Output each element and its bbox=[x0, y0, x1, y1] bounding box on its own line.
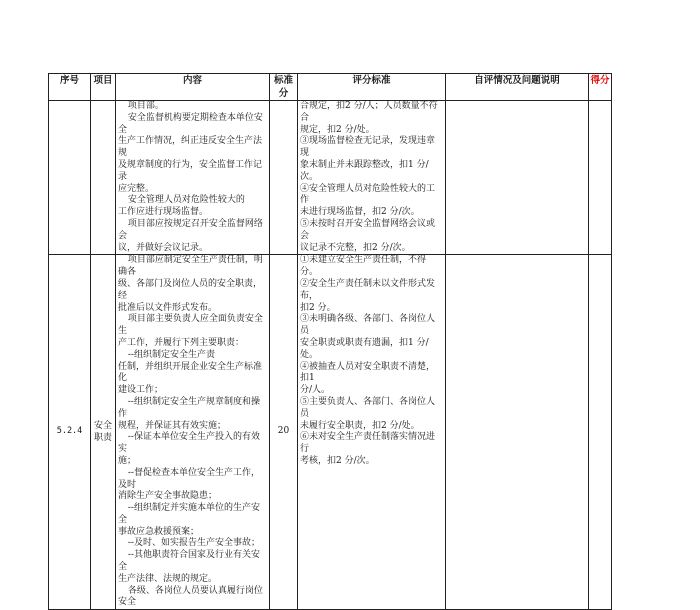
content-line: 批准后以文件形式发布。 bbox=[118, 302, 218, 313]
row1-score-cell bbox=[589, 101, 612, 255]
row1-project-cell bbox=[91, 101, 116, 255]
header-standard-score: 标准分 bbox=[270, 74, 298, 101]
content-line: 建设工作； bbox=[118, 385, 164, 396]
row2-score-cell bbox=[589, 255, 612, 610]
criteria-line: ②安全生产责任制未以文件形式发布， bbox=[300, 278, 436, 301]
header-self-eval: 自评情况及问题说明 bbox=[446, 74, 589, 101]
row2-project-cell bbox=[91, 255, 116, 610]
content-line: 项目部主要负责人应全面负责安全生 bbox=[118, 314, 263, 337]
row1-standard-score-cell bbox=[270, 101, 298, 255]
header-content: 内容 bbox=[116, 74, 270, 101]
row1-self-eval-cell bbox=[446, 101, 589, 255]
project-line: 职责 bbox=[93, 433, 112, 444]
criteria-line: ⑥未对安全生产责任制落实情况进行 bbox=[300, 432, 436, 455]
criteria-line: 合规定，扣2 分/人；人员数量不符合 bbox=[300, 101, 438, 123]
header-row bbox=[49, 74, 612, 101]
criteria-line: ⑤主要负责人、各部门、各岗位人员 bbox=[300, 396, 436, 419]
content-line: 产工作，并履行下列主要职责： bbox=[118, 337, 245, 348]
criteria-line: 考核，扣2 分/次。 bbox=[300, 455, 375, 466]
content-line: 项目部应按规定召开安全监督网络会 bbox=[118, 218, 263, 241]
content-line: --及时、如实报告生产安全事故； bbox=[127, 538, 260, 549]
content-line: 各级、各岗位人员要认真履行岗位安全 bbox=[118, 585, 263, 608]
header-project: 项目 bbox=[91, 74, 116, 101]
content-line: 及规章制度的行为，安全监督工作记录 bbox=[118, 159, 263, 182]
content-line: 安全管理人员对危险性较大的 bbox=[127, 195, 245, 206]
row2-standard-score-cell: 20 bbox=[270, 255, 298, 610]
criteria-line: 未进行现场监督，扣2 分/次。 bbox=[300, 207, 420, 218]
row2-criteria-cell bbox=[298, 255, 446, 610]
criteria-line: ⑤未按时召开安全监督网络会议或会 bbox=[300, 218, 436, 241]
criteria-line: 分/人。 bbox=[300, 385, 331, 396]
content-line: --保证本单位安全生产投入的有效实 bbox=[118, 432, 260, 455]
content-line: 消除生产安全事故隐患； bbox=[118, 491, 218, 502]
content-line: 安全监督机构要定期检查本单位安全 bbox=[118, 112, 263, 135]
header-criteria: 评分标准 bbox=[298, 74, 446, 101]
table-row bbox=[49, 255, 612, 610]
criteria-line: ③未明确各级、各部门、各岗位人员 bbox=[300, 314, 436, 337]
criteria-line: 议记录不完整，扣2 分/次。 bbox=[300, 242, 411, 253]
criteria-line: ①未建立安全生产责任制，不得分。 bbox=[300, 255, 427, 278]
evaluation-table bbox=[48, 73, 612, 610]
criteria-line: ④安全管理人员对危险性较大的工作 bbox=[300, 183, 436, 206]
row2-content-cell bbox=[116, 255, 270, 610]
criteria-line: ③现场监督检查无记录，发现违章现 bbox=[300, 136, 436, 159]
header-score: 得分 bbox=[589, 74, 612, 101]
content-line: --督促检查本单位安全生产工作，及时 bbox=[118, 467, 260, 490]
content-line: --组织制定并实施本单位的生产安全 bbox=[118, 503, 260, 525]
content-line: 议，并做好会议记录。 bbox=[118, 242, 209, 253]
content-line: 项目部。 bbox=[127, 101, 164, 111]
criteria-line: 扣2 分。 bbox=[300, 302, 336, 313]
content-line: 级、各部门及岗位人员的安全职责，经 bbox=[118, 278, 263, 301]
header-seq: 序号 bbox=[49, 74, 91, 101]
criteria-line: 未履行安全职责，扣2 分/处。 bbox=[300, 420, 420, 431]
table-row bbox=[49, 101, 612, 255]
content-line: 事故应急救援预案； bbox=[118, 526, 200, 537]
criteria-line: 规定，扣2 分/处。 bbox=[300, 124, 375, 135]
project-line: 安全 bbox=[93, 421, 112, 432]
content-line: 生产法律、法规的规定。 bbox=[118, 573, 218, 584]
criteria-line: ④被抽查人员对安全职责不清楚，扣1 bbox=[300, 361, 436, 384]
row1-seq-cell bbox=[49, 101, 91, 255]
content-line: 生产工作情况，纠正违反安全生产法规 bbox=[118, 136, 263, 159]
content-line: 应完整。 bbox=[118, 183, 155, 194]
row2-self-eval-cell bbox=[446, 255, 589, 610]
content-line: --其他职责符合国家及行业有关安全 bbox=[118, 550, 260, 573]
criteria-line: 安全职责或职责有遗漏，扣1 分/处。 bbox=[300, 337, 429, 360]
criteria-line: 象末制止并未跟踪整改，扣1 分/次。 bbox=[300, 159, 429, 182]
content-line: 施； bbox=[118, 455, 137, 466]
content-line: 规程，并保证其有效实施； bbox=[118, 420, 227, 431]
content-line: 任制，并组织开展企业安全生产标准化 bbox=[118, 361, 263, 384]
content-line: 工作应进行现场监督。 bbox=[118, 207, 209, 218]
row1-criteria-cell bbox=[298, 101, 446, 255]
row1-content-cell bbox=[116, 101, 270, 255]
content-line: 项目部应制定安全生产责任制，明确各 bbox=[118, 255, 263, 278]
content-line: --组织制定安全生产责 bbox=[127, 349, 215, 360]
row2-seq-cell: 5.2.4 bbox=[49, 255, 91, 610]
content-line: --组织制定安全生产规章制度和操作 bbox=[118, 396, 260, 419]
